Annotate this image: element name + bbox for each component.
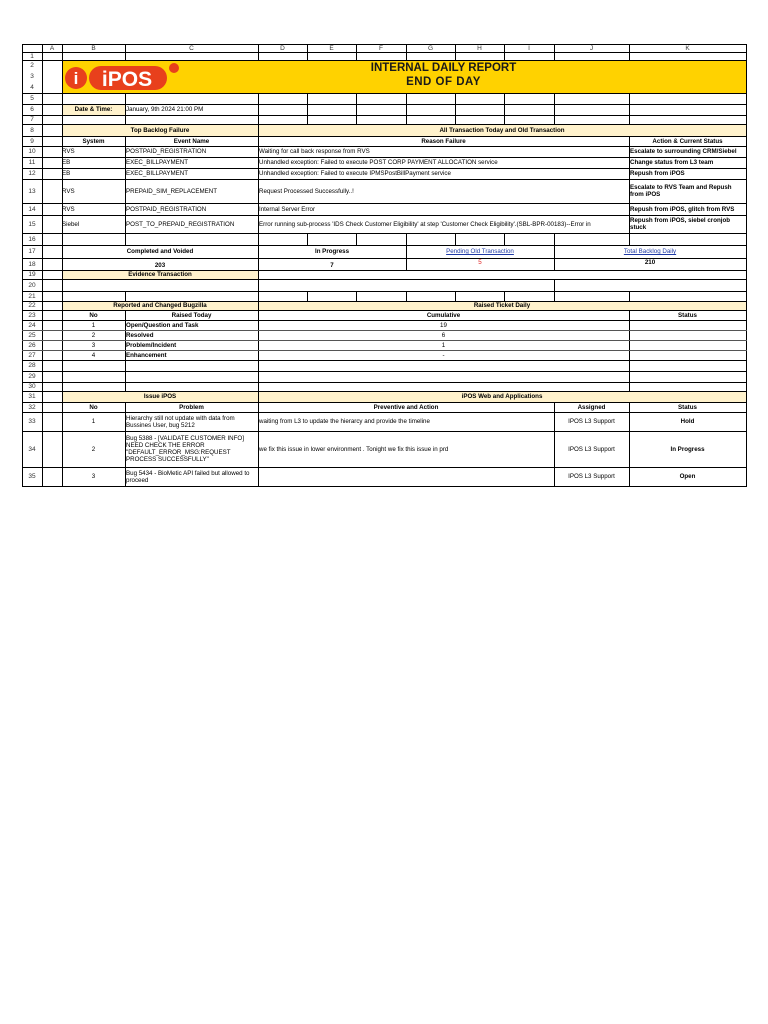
backlog-reason[interactable]: Request Processed Successfully..!: [259, 187, 354, 195]
row-number[interactable]: 2: [30, 61, 34, 69]
backlog-system[interactable]: RVS: [62, 205, 75, 213]
issue-no-header: No: [89, 403, 98, 411]
bug-status-header: Status: [678, 311, 697, 319]
backlog-system[interactable]: RVS: [62, 148, 75, 155]
issue-no[interactable]: 1: [91, 418, 96, 425]
event-name-header: Event Name: [173, 137, 210, 145]
row-number[interactable]: 31: [28, 393, 36, 400]
row-number[interactable]: 1: [30, 52, 34, 60]
row-number[interactable]: 32: [28, 403, 36, 411]
row-number[interactable]: 33: [28, 418, 36, 425]
backlog-system[interactable]: RVS: [62, 187, 75, 195]
issue-problem[interactable]: Bug 5388 - [VALIDATE CUSTOMER INFO] NEED CHECK THE ERROR "DEFAULT_ERROR_MSG:REQUEST PROCESS SUCCESSFULLY": [126, 435, 244, 463]
backlog-event[interactable]: POSTPAID_REGISTRATION: [126, 148, 207, 155]
bug-raised[interactable]: Resolved: [126, 331, 154, 339]
row-number[interactable]: 10: [28, 148, 36, 155]
row-number[interactable]: 12: [28, 170, 36, 177]
issue-assigned[interactable]: IPOS L3 Support: [568, 418, 615, 425]
in-progress-header: In Progress: [314, 248, 350, 255]
row-number[interactable]: 4: [30, 84, 34, 91]
datetime-label: Date & Time:: [62, 104, 125, 115]
row-number[interactable]: 19: [28, 271, 36, 278]
bug-cumulative[interactable]: 19: [440, 321, 447, 329]
backlog-system[interactable]: EB: [62, 170, 71, 177]
backlog-reason[interactable]: Unhandled exception: Failed to execute POST CORP PAYMENT ALLOCATION service: [259, 159, 498, 166]
svg-text:i: i: [73, 69, 79, 88]
issue-action[interactable]: [259, 467, 554, 486]
column-header-g[interactable]: G: [427, 44, 434, 52]
problem-header: Problem: [179, 403, 204, 411]
issue-problem[interactable]: Hierarchy still not update with data from Bussines User, bug 5212: [126, 414, 235, 429]
row-number[interactable]: 26: [28, 341, 36, 349]
backlog-event[interactable]: EXEC_BILLPAYMENT: [126, 159, 189, 166]
bug-no-header: No: [89, 311, 98, 319]
pending-old-transaction-link[interactable]: Pending Old Transaction: [446, 248, 514, 255]
row-number[interactable]: 20: [28, 281, 36, 289]
backlog-reason[interactable]: Error running sub-process 'IDS Check Customer Eligibility' at step 'Customer Check Eligibility'.(SBL-BPR-00183)--Error in: [259, 220, 591, 228]
issue-status[interactable]: In Progress: [670, 445, 705, 453]
column-header-e[interactable]: E: [329, 44, 334, 52]
row-number[interactable]: 25: [28, 331, 36, 339]
row-number[interactable]: 18: [28, 260, 36, 268]
issue-assigned[interactable]: IPOS L3 Support: [568, 445, 615, 453]
preventive-action-header: Preventive and Action: [373, 403, 439, 411]
row-number[interactable]: 14: [28, 205, 36, 213]
issue-status[interactable]: Hold: [680, 418, 695, 425]
logo-text: iPOS: [101, 68, 153, 91]
issue-action[interactable]: waiting from L3 to update the hierarcy and provide the timeline: [259, 418, 430, 425]
row-number[interactable]: 5: [30, 95, 34, 102]
ipos-logo: [64, 62, 182, 92]
row-number[interactable]: 11: [28, 159, 36, 166]
row-number[interactable]: 15: [28, 220, 36, 228]
bug-raised[interactable]: Problem/Incident: [126, 341, 177, 349]
column-header-f[interactable]: F: [379, 44, 383, 52]
bug-cumulative[interactable]: 6: [441, 331, 446, 339]
backlog-action[interactable]: Repush from iPOS, siebel cronjob stuck: [630, 217, 731, 231]
bug-no[interactable]: 4: [91, 351, 96, 359]
evidence-transaction-header: Evidence Transaction: [62, 270, 258, 279]
ipos-web-apps-header: iPOS Web and Applications: [258, 391, 746, 402]
row-number[interactable]: 7: [30, 116, 34, 123]
all-transaction-header: All Transaction Today and Old Transaction: [258, 124, 746, 136]
pending-old-value[interactable]: 5: [478, 258, 482, 266]
bug-cumulative[interactable]: 1: [441, 341, 446, 349]
cumulative-header: Cumulative: [426, 311, 461, 319]
assigned-header: Assigned: [577, 403, 606, 411]
raised-ticket-header: Raised Ticket Daily: [258, 301, 746, 310]
row-number[interactable]: 34: [28, 445, 36, 453]
backlog-reason[interactable]: Waiting for call back response from RVS: [259, 148, 370, 155]
row-number[interactable]: 13: [28, 187, 36, 195]
top-backlog-header: Top Backlog Failure: [62, 124, 258, 136]
completed-voided-value[interactable]: 203: [154, 261, 166, 269]
backlog-action[interactable]: Repush from iPOS: [630, 170, 685, 177]
backlog-event[interactable]: EXEC_BILLPAYMENT: [126, 170, 189, 177]
backlog-event[interactable]: POST_TO_PREPAID_REGISTRATION: [126, 220, 235, 228]
action-status-header: Action & Current Status: [652, 137, 723, 145]
issue-assigned[interactable]: IPOS L3 Support: [568, 473, 615, 480]
backlog-action[interactable]: Escalate to RVS Team and Repush from iPOS: [630, 184, 732, 198]
column-header-h[interactable]: H: [477, 44, 482, 52]
reason-failure-header: Reason Failure: [421, 137, 466, 145]
bug-no[interactable]: 1: [91, 321, 96, 329]
issue-ipos-header: Issue iPOS: [62, 391, 258, 402]
column-header-i[interactable]: I: [528, 44, 530, 52]
backlog-system[interactable]: Siebel: [62, 220, 80, 228]
column-header-b[interactable]: B: [91, 44, 96, 52]
system-header: System: [82, 137, 105, 145]
column-header-j[interactable]: J: [589, 44, 594, 52]
row-number[interactable]: 29: [28, 373, 36, 380]
datetime-value[interactable]: January, 9th 2024 21:00 PM: [126, 106, 204, 113]
row-number[interactable]: 16: [28, 235, 36, 243]
row-number[interactable]: 23: [28, 311, 36, 319]
row-number[interactable]: 21: [28, 292, 36, 300]
row-number[interactable]: 9: [30, 137, 34, 145]
report-title: INTERNAL DAILY REPORT: [370, 62, 517, 74]
row-number[interactable]: 27: [28, 351, 36, 359]
backlog-action[interactable]: Repush from iPOS, glitch from RVS: [630, 205, 735, 213]
row-number[interactable]: 8: [30, 126, 34, 134]
issue-problem[interactable]: Bug 5434 - BioMetic API failed but allowed to proceed: [126, 469, 250, 484]
issue-status-header: Status: [678, 403, 697, 411]
bug-raised[interactable]: Enhancement: [126, 351, 167, 359]
backlog-event[interactable]: POSTPAID_REGISTRATION: [126, 205, 207, 213]
backlog-reason[interactable]: Unhandled exception: Failed to execute IPMSPostBillPayment service: [259, 170, 451, 177]
in-progress-value[interactable]: 7: [330, 261, 334, 269]
bug-cumulative[interactable]: -: [442, 351, 445, 359]
row-number[interactable]: 30: [28, 383, 36, 390]
row-number[interactable]: 6: [30, 106, 34, 113]
row-number[interactable]: 28: [28, 362, 36, 369]
backlog-system[interactable]: EB: [62, 159, 71, 166]
column-header-d[interactable]: D: [280, 44, 285, 52]
bug-raised[interactable]: Open/Question and Task: [126, 321, 199, 329]
raised-today-header: Raised Today: [171, 311, 212, 319]
issue-no[interactable]: 3: [91, 473, 96, 480]
completed-voided-header: Completed and Voided: [126, 248, 194, 255]
row-number[interactable]: 35: [28, 473, 36, 480]
issue-status[interactable]: Open: [679, 473, 696, 480]
column-header-k[interactable]: K: [685, 44, 690, 52]
backlog-event[interactable]: PREPAID_SIM_REPLACEMENT: [126, 187, 218, 195]
total-backlog-daily-link[interactable]: Total Backlog Daily: [623, 248, 677, 255]
bug-no[interactable]: 2: [91, 331, 96, 339]
bug-no[interactable]: 3: [91, 341, 96, 349]
backlog-action[interactable]: Change status from L3 team: [630, 159, 714, 166]
backlog-reason[interactable]: Internal Server Error: [259, 205, 316, 213]
column-header-c[interactable]: C: [189, 44, 194, 52]
row-number[interactable]: 22: [28, 302, 36, 309]
issue-action[interactable]: we fix this issue in lower environment . Tonight we fix this issue in prd: [259, 445, 449, 453]
row-number[interactable]: 24: [28, 321, 36, 329]
report-subtitle: END OF DAY: [406, 76, 481, 88]
bugzilla-header: Reported and Changed Bugzilla: [62, 301, 258, 310]
row-number[interactable]: 3: [30, 72, 34, 80]
row-number[interactable]: 17: [28, 248, 36, 255]
total-backlog-value[interactable]: 210: [644, 258, 656, 266]
issue-no[interactable]: 2: [91, 445, 96, 453]
backlog-action[interactable]: Escalate to surrounding CRM/Siebel: [630, 148, 737, 155]
column-header-a[interactable]: A: [49, 44, 55, 52]
